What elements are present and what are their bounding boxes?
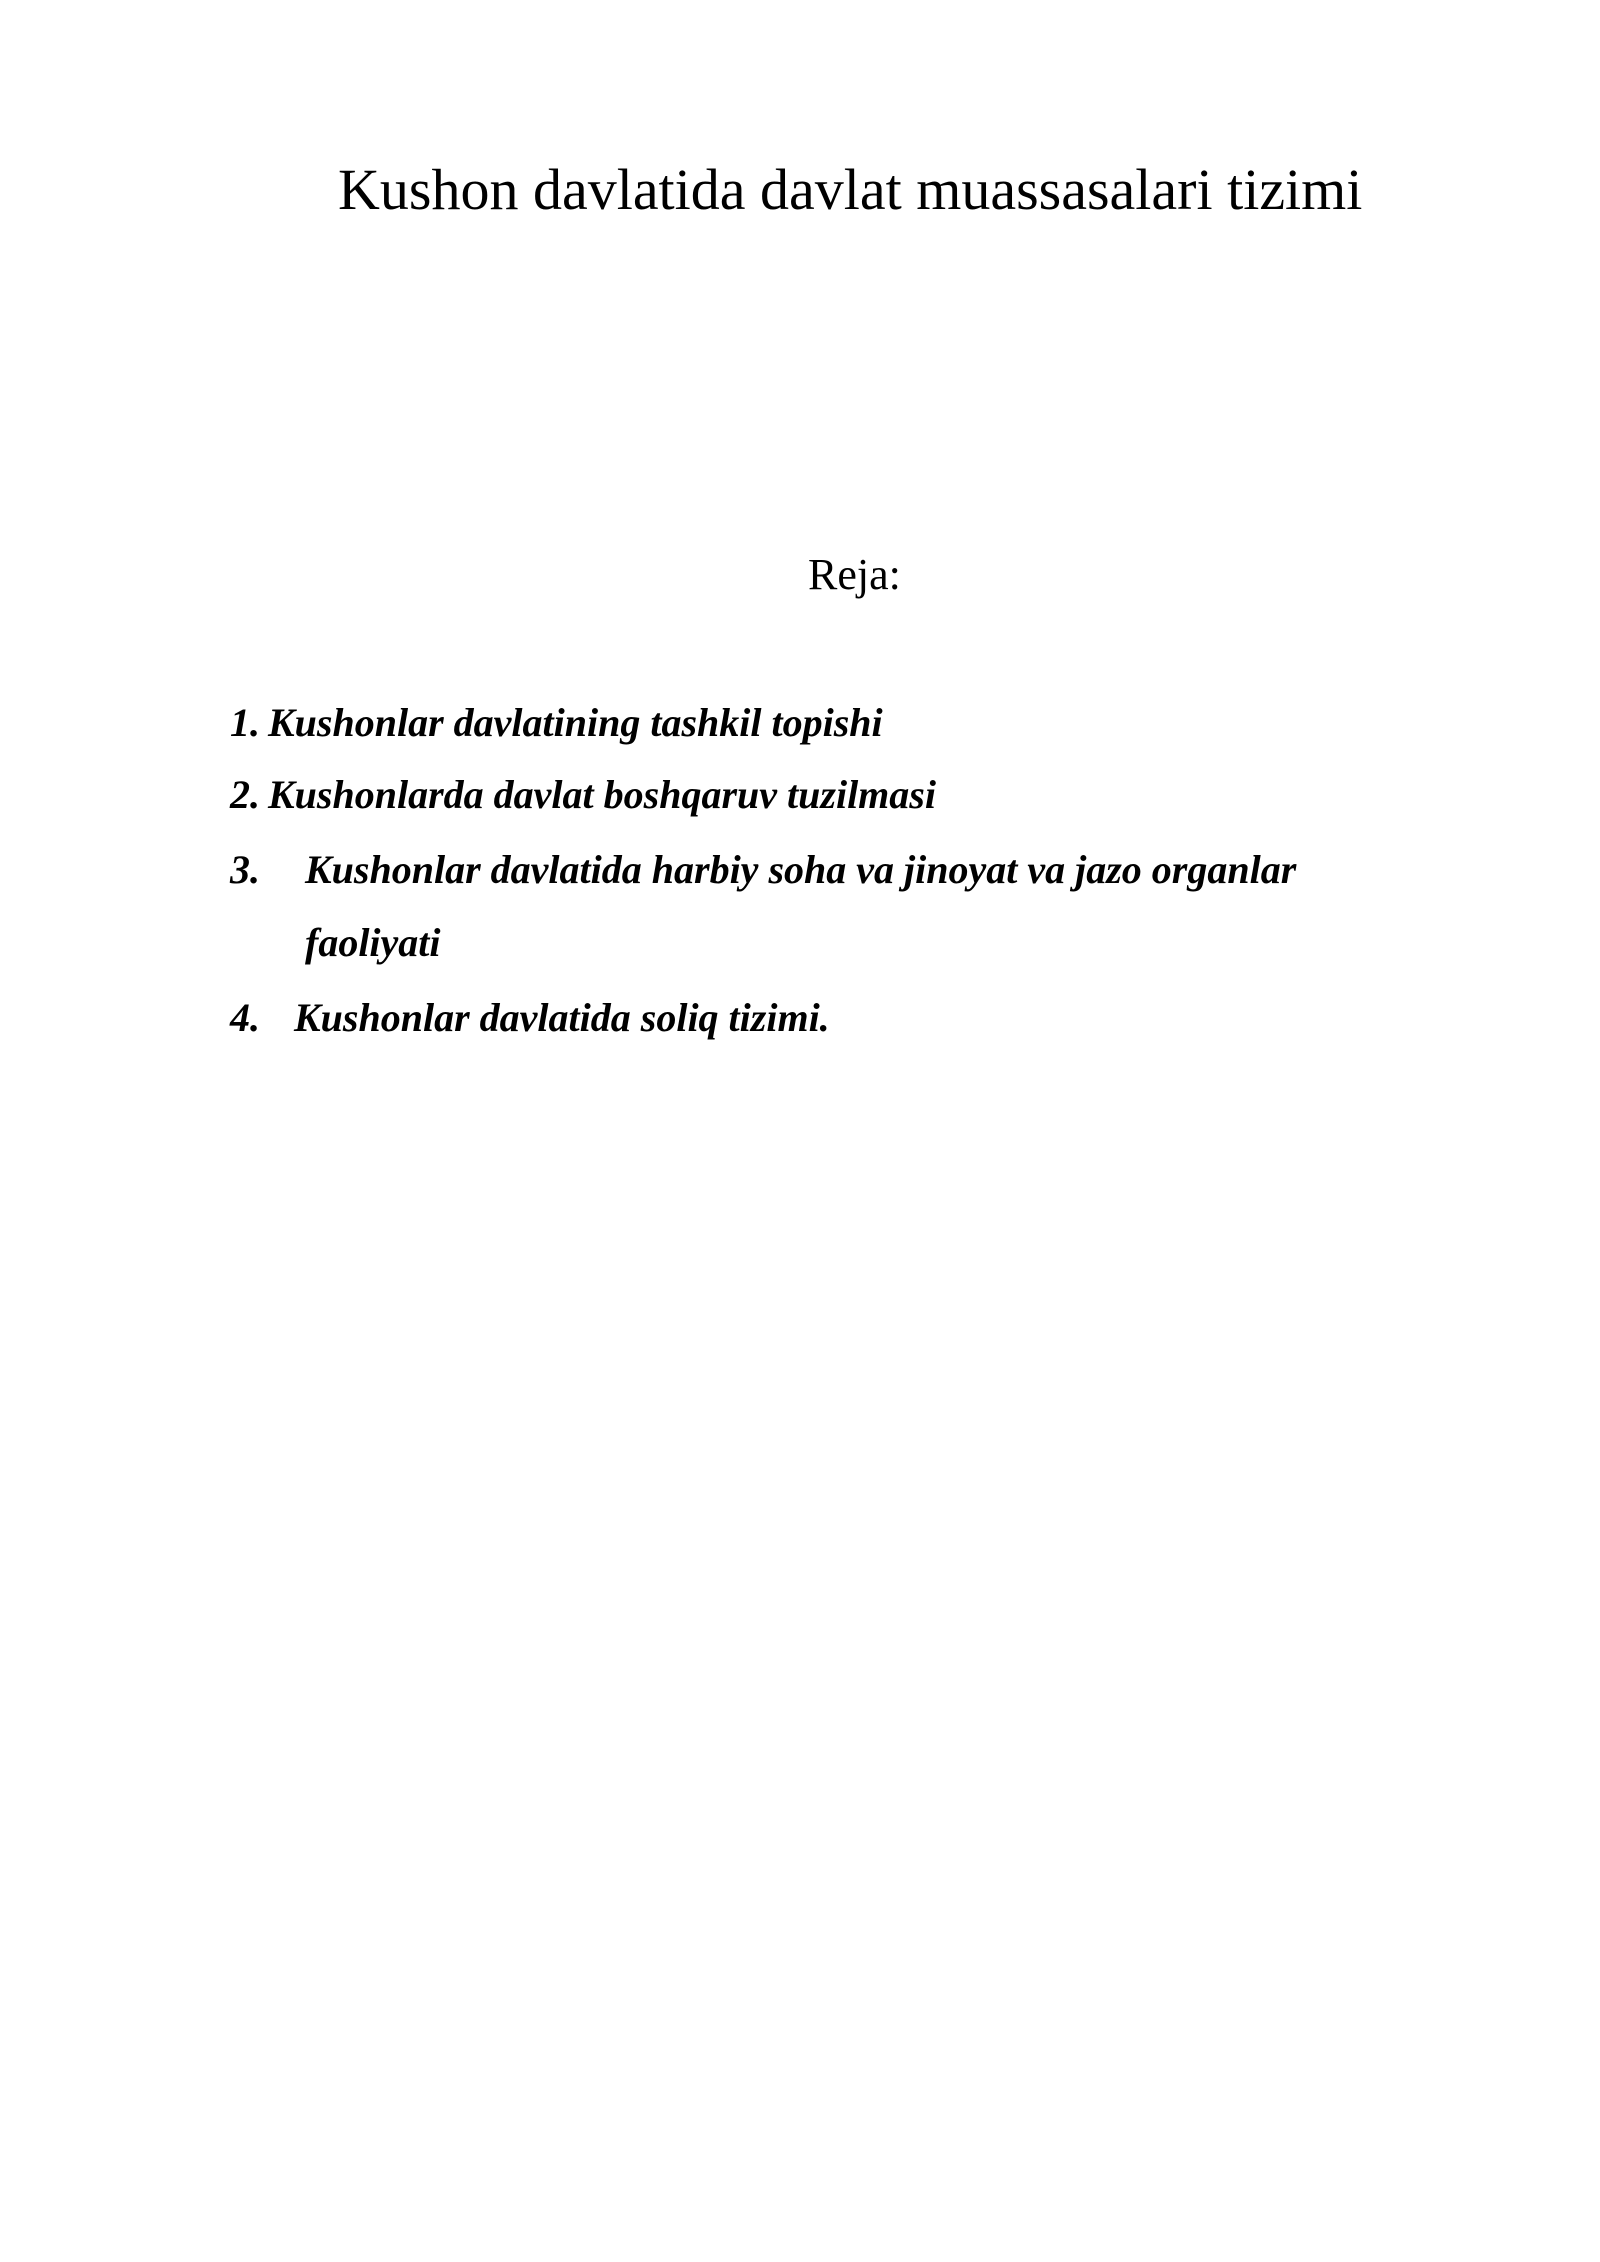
plan-item-text: Kushonlar davlatining tashkil topishi xyxy=(268,700,883,745)
plan-item-number: 4. xyxy=(230,995,260,1040)
plan-item-text: Kushonlar davlatida soliq tizimi. xyxy=(294,995,830,1040)
plan-heading: Reja: xyxy=(808,550,901,599)
plan-item-text: Kushonlar davlatida harbiy soha va jinoyat va jazo organlar xyxy=(305,847,1297,892)
plan-item-number: 1. xyxy=(230,700,260,745)
plan-item-number: 3. xyxy=(230,847,260,892)
plan-item-text: Kushonlarda davlat boshqaruv tuzilmasi xyxy=(268,772,936,817)
plan-item-3-continuation: faoliyati xyxy=(305,920,441,965)
document-title: Kushon davlatida davlat muassasalari tizimi xyxy=(338,157,1363,222)
plan-item-number: 2. xyxy=(230,772,260,817)
